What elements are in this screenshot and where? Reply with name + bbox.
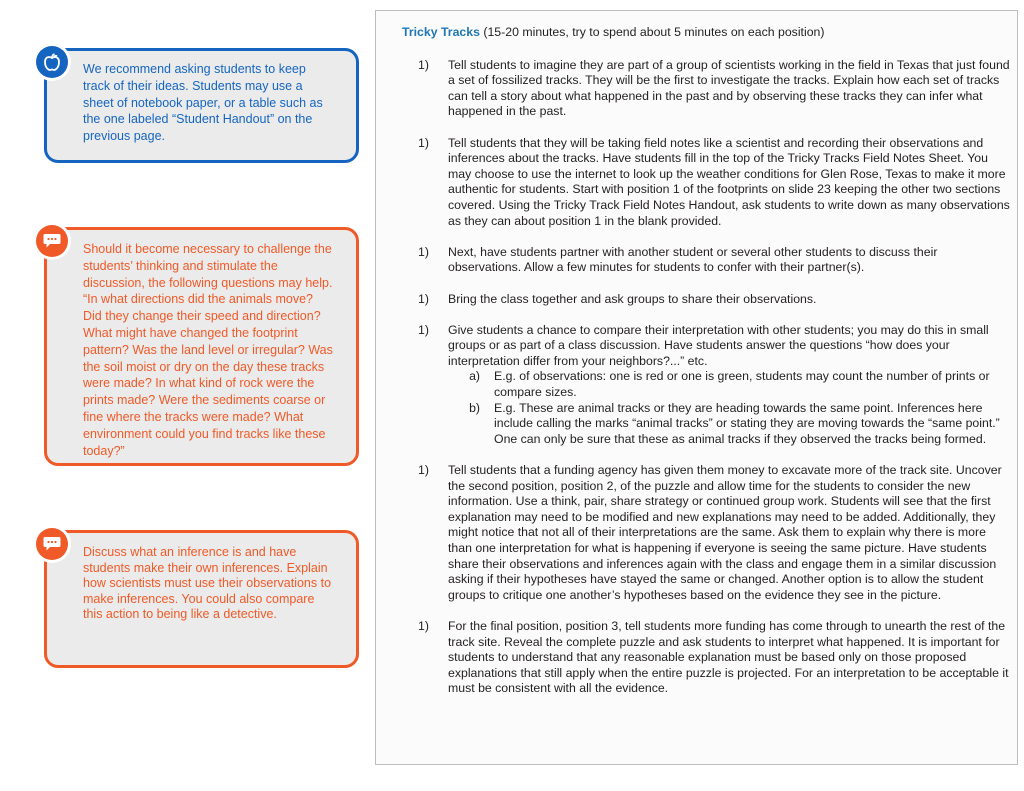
callout-text: Discuss what an inference is and have students make their own inferences. Explain how scientists must use their observations to make inferences. You could also compare this action to being like a detective. bbox=[83, 545, 332, 621]
speech-badge bbox=[33, 525, 71, 563]
sub-text: E.g. These are animal tracks or they are heading towards the same point. Inferences here include calling the marks “animal tracks” or stating they are moving towards the “same point.” One can only be sure that these as animal tracks if they observed the tracks being formed. bbox=[494, 400, 1000, 446]
step-text: Give students a chance to compare their interpretation with other students; you may do this in small groups or as part of a class discussion. Have students answer the questions “how does your interpretation differ from your neighbors?...” etc. bbox=[448, 322, 989, 368]
step-text: Bring the class together and ask groups to share their observations. bbox=[448, 291, 817, 306]
step-item bbox=[402, 245, 1017, 276]
callout-text: Should it become necessary to challenge the students’ thinking and stimulate the discussion, the following questions may help. “In what directions did the animals move? Did they change their speed and direction? What might have changed the footprint pattern? Was the land level or irregular? Was the soil moist or dry on the day these tracks were made? In what kind of rock were the prints made? Were the sediments coarse or fine where the tracks were made? What environment could you find tracks like these today?” bbox=[83, 242, 333, 458]
tip-callout-notes bbox=[44, 48, 359, 163]
step-body bbox=[448, 323, 1017, 448]
step-item bbox=[402, 292, 1017, 308]
step-number: 1) bbox=[418, 618, 429, 633]
step-item bbox=[402, 136, 1017, 230]
step-item bbox=[402, 619, 1017, 697]
apple-icon bbox=[42, 52, 62, 72]
section-subtitle: (15-20 minutes, try to spend about 5 minutes on each position) bbox=[483, 25, 825, 39]
sub-item bbox=[448, 369, 1013, 400]
step-number: 1) bbox=[418, 291, 429, 306]
callout-text: We recommend asking students to keep track of their ideas. Students may use a sheet of notebook paper, or a table such as the one labeled “Student Handout” on the previous page. bbox=[83, 62, 323, 144]
step-text: For the final position, position 3, tell students more funding has come through to unearth the rest of the track site. Reveal the complete puzzle and ask students to interpret what happened. It is important for students to understand that any reasonable explanation must be based only on those proposed explanations that still apply when the entire puzzle is projected. For an interpretation to be acceptable it must be consistent with all the evidence. bbox=[448, 618, 1009, 696]
section-title: Tricky Tracks bbox=[402, 25, 480, 39]
instructions-panel bbox=[375, 10, 1018, 765]
step-item bbox=[402, 323, 1017, 448]
sub-text: E.g. of observations: one is red or one is green, students may count the number of prints or compare sizes. bbox=[494, 369, 990, 400]
step-number: 1) bbox=[418, 135, 429, 150]
step-number: 1) bbox=[418, 463, 429, 478]
step-text: Next, have students partner with another student or several other students to discuss their observations. Allow a few minutes for students to confer with their partner(s). bbox=[448, 244, 938, 275]
tip-callout-questions bbox=[44, 227, 359, 466]
speech-bubble-icon bbox=[42, 232, 62, 250]
tip-callout-inference bbox=[44, 530, 359, 668]
step-number: 1) bbox=[418, 57, 429, 72]
step-number: 1) bbox=[418, 322, 429, 337]
sub-item bbox=[448, 401, 1013, 448]
speech-badge bbox=[33, 222, 71, 260]
step-text: Tell students to imagine they are part of a group of scientists working in the field in Texas that just found a set of fossilized tracks. They will be the first to investigate the tracks. Explain how each set of tracks can tell a story about what happened in the past and by observing these tracks they can infer what happened in the past. bbox=[448, 57, 1010, 119]
sub-letter: a) bbox=[469, 369, 480, 384]
section-heading bbox=[402, 25, 1017, 41]
sub-letter: b) bbox=[469, 400, 480, 415]
step-item bbox=[402, 463, 1017, 603]
speech-bubble-icon bbox=[42, 535, 62, 553]
step-text: Tell students that they will be taking field notes like a scientist and recording their observations and inferences about the tracks. Have students fill in the top of the Tricky Tracks Field Notes Sheet. You may choose to use the internet to look up the weather conditions for Glen Rose, Texas to make it more authentic for students. Start with position 1 of the footprints on slide 23 keeping the other two sections covered. Using the Tricky Track Field Notes Handout, ask students to write down as many observations as they can about position 1 in the blank provided. bbox=[448, 135, 1010, 228]
apple-badge bbox=[33, 43, 71, 81]
step-number: 1) bbox=[418, 244, 429, 259]
step-text: Tell students that a funding agency has given them money to excavate more of the track site. Uncover the second position, position 2, of the puzzle and allow time for the students to consider the new information. Use a think, pair, share strategy or continued group work. Students will see that the first explanation may need to be modified and new explanations may need to be added. Additionally, they might notice that not all of their interpretations are the same. Ask them to explain why there is more than one interpretation for what is happening if everyone is seeing the same picture. Have students share their observations and inferences again with the class and engage them in a similar discussion asking if their hypotheses have stayed the same or changed. Another option is to allow the student groups to critique one another’s hypotheses based on the evidence they see in the picture. bbox=[448, 463, 1002, 602]
step-item bbox=[402, 58, 1017, 120]
